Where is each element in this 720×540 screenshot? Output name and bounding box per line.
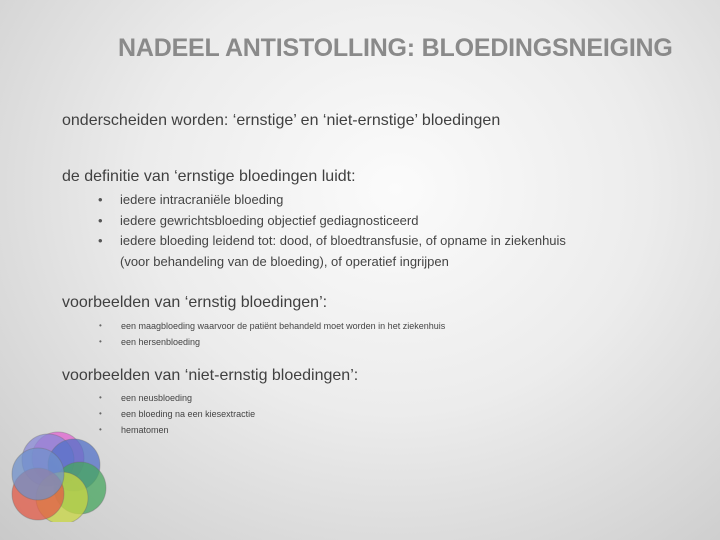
list-item: • iedere bloeding leidend tot: dood, of bloedtransfusie, of opname in ziekenhuis (120, 231, 680, 252)
list-item-continuation: (voor behandeling van de bloeding), of operatief ingrijpen (120, 253, 449, 269)
serious-examples-heading: voorbeelden van ‘ernstig bloedingen’: (62, 294, 328, 311)
overlapping-circles-logo (8, 430, 108, 522)
list-item: • een hersenbloeding (121, 334, 641, 350)
list-item: • een neusbloeding (121, 390, 641, 406)
definition-list (120, 190, 680, 272)
list-item: • hematomen (121, 422, 641, 438)
nonserious-examples-list (121, 390, 641, 438)
list-item: • iedere gewrichtsbloeding objectief gediagnosticeerd (120, 211, 680, 232)
serious-examples-list (121, 318, 641, 350)
list-item: • een bloeding na een kiesextractie (121, 406, 641, 422)
list-item: • iedere intracraniële bloeding (120, 190, 680, 211)
page-title: NADEEL ANTISTOLLING: BLOEDINGSNEIGING (118, 34, 673, 62)
nonserious-examples-heading: voorbeelden van ‘niet-ernstig bloedingen’: (62, 367, 359, 384)
logo-circle (12, 448, 64, 500)
list-item: • een maagbloeding waarvoor de patiënt behandeld moet worden in het ziekenhuis (121, 318, 641, 334)
intro-text: onderscheiden worden: ‘ernstige’ en ‘niet-ernstige’ bloedingen (62, 112, 501, 129)
definition-heading: de definitie van ‘ernstige bloedingen luidt: (62, 168, 356, 185)
